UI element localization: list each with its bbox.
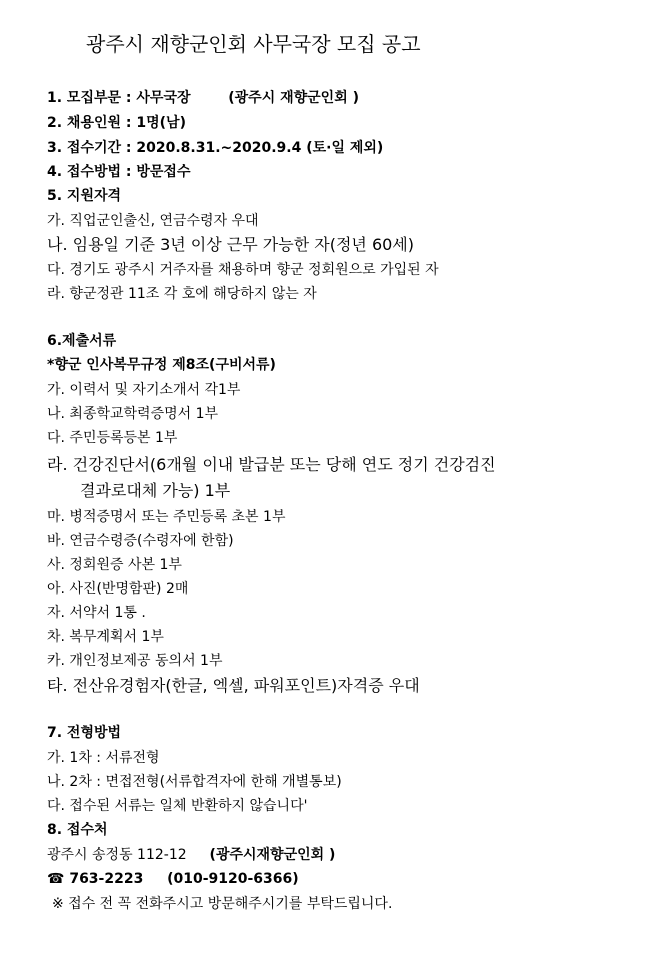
phone-icon: ☎ <box>47 871 65 887</box>
selection-item: 나. 2차 : 면접전형(서류합격자에 한해 개별통보) <box>47 774 342 790</box>
document-item: 차. 복무계획서 1부 <box>47 629 164 645</box>
reception-heading: 8. 접수처 <box>47 822 108 838</box>
qualification-heading: 5. 지원자격 <box>47 188 122 204</box>
document-title: 광주시 재향군인회 사무국장 모집 공고 <box>86 32 421 56</box>
phone-line <box>47 869 299 889</box>
document-item: 자. 서약서 1통 . <box>47 605 146 621</box>
qualification-item: 다. 경기도 광주시 거주자를 채용하며 향군 정회원으로 가입된 자 <box>47 262 439 278</box>
phone-number: 763-2223 <box>69 871 144 887</box>
document-item: 다. 주민등록등본 1부 <box>47 430 178 446</box>
documents-subheading: *향군 인사복무규정 제8조(구비서류) <box>47 357 276 373</box>
notice-line: ※ 접수 전 꼭 전화주시고 방문해주시기를 부탁드립니다. <box>52 896 393 912</box>
document-item: 나. 최종학교학력증명서 1부 <box>47 406 219 422</box>
document-item: 카. 개인정보제공 동의서 1부 <box>47 653 223 669</box>
document-item: 마. 병적증명서 또는 주민등록 초본 1부 <box>47 509 286 525</box>
qualification-item: 나. 임용일 기준 3년 이상 근무 가능한 자(정년 60세) <box>47 235 415 254</box>
qualification-item: 라. 향군정관 11조 각 호에 해당하지 않는 자 <box>47 286 317 302</box>
documents-heading: 6.제출서류 <box>47 333 117 349</box>
headcount-line: 2. 채용인원 : 1명(남) <box>47 115 186 131</box>
document-item: 사. 정회원증 사본 1부 <box>47 557 182 573</box>
address-line <box>47 845 335 865</box>
document-item: 바. 연금수령증(수령자에 한함) <box>47 533 234 549</box>
selection-heading: 7. 전형방법 <box>47 725 122 741</box>
recruit-field-label: 1. 모집부문 : <box>47 90 132 106</box>
recruit-org: (광주시 재향군인회 ) <box>228 90 359 106</box>
recruit-field-line <box>47 88 359 108</box>
reception-org: (광주시재향군인회 ) <box>209 847 336 863</box>
period-line: 3. 접수기간 : 2020.8.31.~2020.9.4 (토·일 제외) <box>47 140 384 156</box>
address: 광주시 송정동 112-12 <box>47 847 187 863</box>
qualification-item: 가. 직업군인출신, 연금수령자 우대 <box>47 213 259 229</box>
selection-item: 다. 접수된 서류는 일체 반환하지 않습니다' <box>47 798 308 814</box>
method-line: 4. 접수방법 : 방문접수 <box>47 164 191 180</box>
document-item: 타. 전산유경험자(한글, 엑셀, 파워포인트)자격증 우대 <box>47 676 420 695</box>
document-item: 라. 건강진단서(6개월 이내 발급분 또는 당해 연도 정기 건강검진 <box>47 455 496 474</box>
document-item-continued: 결과로대체 가능) 1부 <box>80 481 231 500</box>
recruit-field-value: 사무국장 <box>136 90 191 106</box>
document-item: 아. 사진(반명함판) 2매 <box>47 581 189 597</box>
mobile-number: (010-9120-6366) <box>167 871 299 887</box>
selection-item: 가. 1차 : 서류전형 <box>47 750 160 766</box>
document-item: 가. 이력서 및 자기소개서 각1부 <box>47 382 241 398</box>
